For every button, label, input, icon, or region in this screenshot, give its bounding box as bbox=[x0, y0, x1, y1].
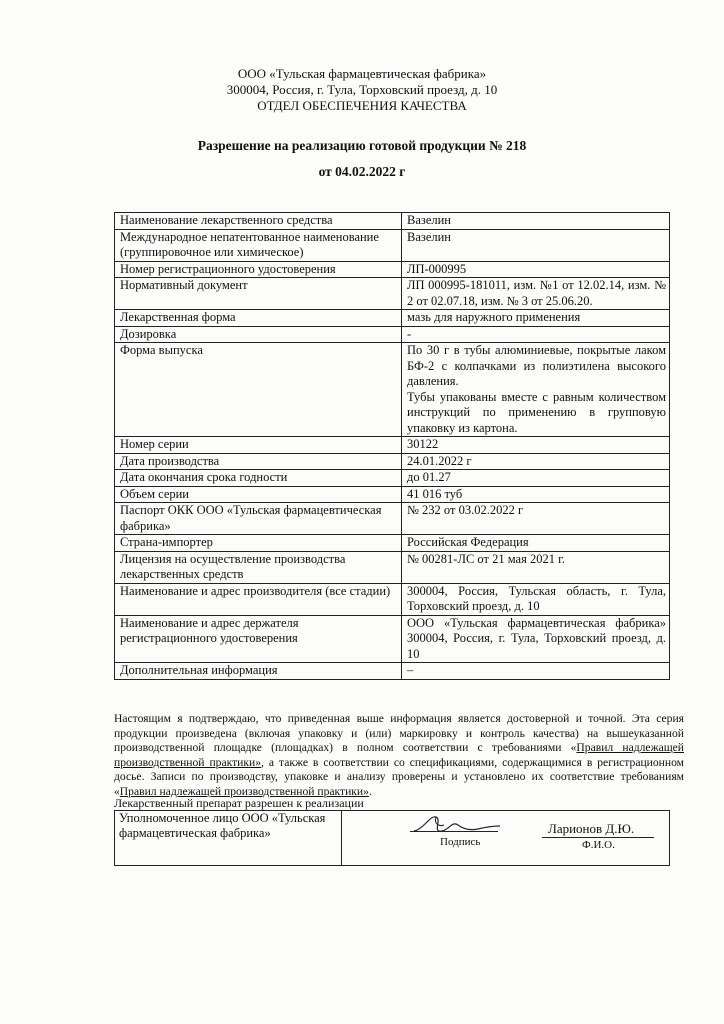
row-value bbox=[402, 663, 670, 680]
row-value bbox=[402, 278, 670, 310]
table-row bbox=[115, 278, 670, 310]
name-caption: Ф.И.О. bbox=[582, 839, 615, 851]
table-row bbox=[115, 503, 670, 535]
org-address: 300004, Россия, г. Тула, Торховский проезд, д. 10 bbox=[226, 82, 498, 97]
row-value bbox=[402, 486, 670, 503]
document-header bbox=[0, 66, 724, 114]
table-row bbox=[115, 453, 670, 470]
table-row bbox=[115, 261, 670, 278]
row-value-paragraph: Российская Федерация bbox=[407, 535, 529, 549]
row-value bbox=[402, 213, 670, 230]
confirmation-part2: , а также в соответствии со спецификациями, содержащимися в регистрационном досье. Записи по производству, упаковке и анализу проверены и установлено их соответствие требованиям « bbox=[114, 755, 684, 798]
confirmation-part3: . bbox=[368, 784, 372, 798]
row-label: Лицензия на осуществление производства лекарственных средств bbox=[115, 551, 402, 583]
gmp-rules-reference-1: Правил надлежащей производственной практики» bbox=[114, 741, 685, 769]
signature-caption: Подпись bbox=[440, 836, 481, 848]
row-value-paragraph: мазь для наружного применения bbox=[407, 310, 581, 324]
row-value-paragraph: Вазелин bbox=[407, 213, 451, 227]
row-value-paragraph: 30122 bbox=[407, 437, 439, 451]
row-value bbox=[402, 583, 670, 615]
table-row bbox=[115, 535, 670, 552]
row-label: Наименование и адрес держателя регистрационного удостоверения bbox=[115, 615, 402, 663]
table-row bbox=[115, 310, 670, 327]
row-value-paragraph: ЛП-000995 bbox=[407, 261, 467, 276]
table-row bbox=[115, 583, 670, 615]
table-row bbox=[115, 486, 670, 503]
gmp-rules-reference-2: Правил надлежащей производственной практики» bbox=[119, 784, 369, 798]
row-value bbox=[402, 470, 670, 487]
row-value bbox=[402, 261, 670, 278]
confirmation-part1: Настоящим я подтверждаю, что приведенная выше информация является достоверной и точной. Эта серия продукции произведена (включая упаковку и (или) маркировку и контроль качества) на вышеуказанной производственной площадке (площадках) в полном соответствии с требованиями « bbox=[114, 712, 684, 754]
table-row bbox=[115, 437, 670, 454]
table-row bbox=[115, 470, 670, 487]
row-label: Паспорт ОКК ООО «Тульская фармацевтическая фабрика» bbox=[115, 503, 402, 535]
row-value bbox=[402, 615, 670, 663]
row-value-paragraph: № 00281-ЛС от 21 мая 2021 г. bbox=[407, 551, 565, 566]
authorized-person-cell bbox=[115, 811, 342, 866]
row-label: Страна-импортер bbox=[115, 535, 402, 552]
handwritten-signature bbox=[412, 811, 502, 837]
row-value bbox=[402, 503, 670, 535]
row-label: Дозировка bbox=[115, 326, 402, 343]
row-value-paragraph: № 232 от 03.02.2022 г bbox=[407, 503, 524, 517]
document-date: от 04.02.2022 г bbox=[318, 164, 406, 179]
row-value-paragraph: 24.01.2022 г bbox=[407, 453, 472, 468]
row-label: Номер серии bbox=[115, 437, 402, 454]
row-value-paragraph: до 01.27 bbox=[407, 470, 451, 484]
signature-cell bbox=[342, 811, 670, 866]
row-value-paragraph: ООО «Тульская фармацевтическая фабрика» 300004, Россия, г. Тула, Торховский проезд, д. 10 bbox=[407, 615, 666, 661]
row-value bbox=[402, 343, 670, 437]
row-value bbox=[402, 535, 670, 552]
signature-line bbox=[410, 831, 498, 832]
row-value-paragraph: 300004, Россия, Тульская область, г. Тула, Торховский проезд, д. 10 bbox=[407, 583, 666, 613]
org-name: ООО «Тульская фармацевтическая фабрика» bbox=[237, 66, 487, 81]
table-row bbox=[115, 213, 670, 230]
authorized-person-role: Уполномоченное лицо ООО «Тульская фармацевтическая фабрика» bbox=[119, 811, 326, 840]
row-value-paragraph: Тубы упакованы вместе с равным количеством инструкций по применению в групповую упаковку из картона. bbox=[407, 389, 666, 435]
row-label: Международное непатентованное наименование (группировочное или химическое) bbox=[115, 229, 402, 261]
table-row bbox=[115, 663, 670, 680]
row-label: Дополнительная информация bbox=[115, 663, 402, 680]
row-value bbox=[402, 453, 670, 470]
department-name: ОТДЕЛ ОБЕСПЕЧЕНИЯ КАЧЕСТВА bbox=[257, 98, 467, 113]
row-value bbox=[402, 229, 670, 261]
table-row bbox=[115, 551, 670, 583]
row-value bbox=[402, 326, 670, 343]
row-value-paragraph: Вазелин bbox=[407, 229, 451, 244]
row-value-paragraph: ЛП 000995-181011, изм. №1 от 12.02.14, изм. № 2 от 02.07.18, изм. № 3 от 25.06.20. bbox=[407, 278, 666, 308]
table-row bbox=[115, 615, 670, 663]
row-value bbox=[402, 437, 670, 454]
row-value-paragraph: По 30 г в тубы алюминиевые, покрытые лаком БФ-2 с колпачками из полиэтилена высокого давления. bbox=[407, 343, 666, 388]
table-row bbox=[115, 343, 670, 437]
row-label: Наименование лекарственного средства bbox=[115, 213, 402, 230]
row-label: Объем серии bbox=[115, 486, 402, 503]
product-info-table bbox=[114, 212, 670, 680]
document-title: Разрешение на реализацию готовой продукции № 218 bbox=[197, 138, 527, 153]
row-value-paragraph: 41 016 туб bbox=[407, 486, 463, 501]
row-label: Наименование и адрес производителя (все стадии) bbox=[115, 583, 402, 615]
table-row bbox=[115, 229, 670, 261]
row-label: Дата производства bbox=[115, 453, 402, 470]
signature-table bbox=[114, 810, 670, 866]
row-label: Форма выпуска bbox=[115, 343, 402, 437]
row-label: Нормативный документ bbox=[115, 278, 402, 310]
signatory-name: Ларионов Д.Ю. bbox=[548, 821, 635, 836]
row-label: Номер регистрационного удостоверения bbox=[115, 261, 402, 278]
row-value-paragraph: – bbox=[407, 663, 414, 677]
release-note: Лекарственный препарат разрешен к реализации bbox=[114, 796, 364, 810]
confirmation-text bbox=[114, 712, 684, 799]
table-row bbox=[115, 326, 670, 343]
row-value bbox=[402, 551, 670, 583]
row-label: Дата окончания срока годности bbox=[115, 470, 402, 487]
row-value-paragraph: - bbox=[407, 326, 412, 341]
row-label: Лекарственная форма bbox=[115, 310, 402, 327]
row-value bbox=[402, 310, 670, 327]
